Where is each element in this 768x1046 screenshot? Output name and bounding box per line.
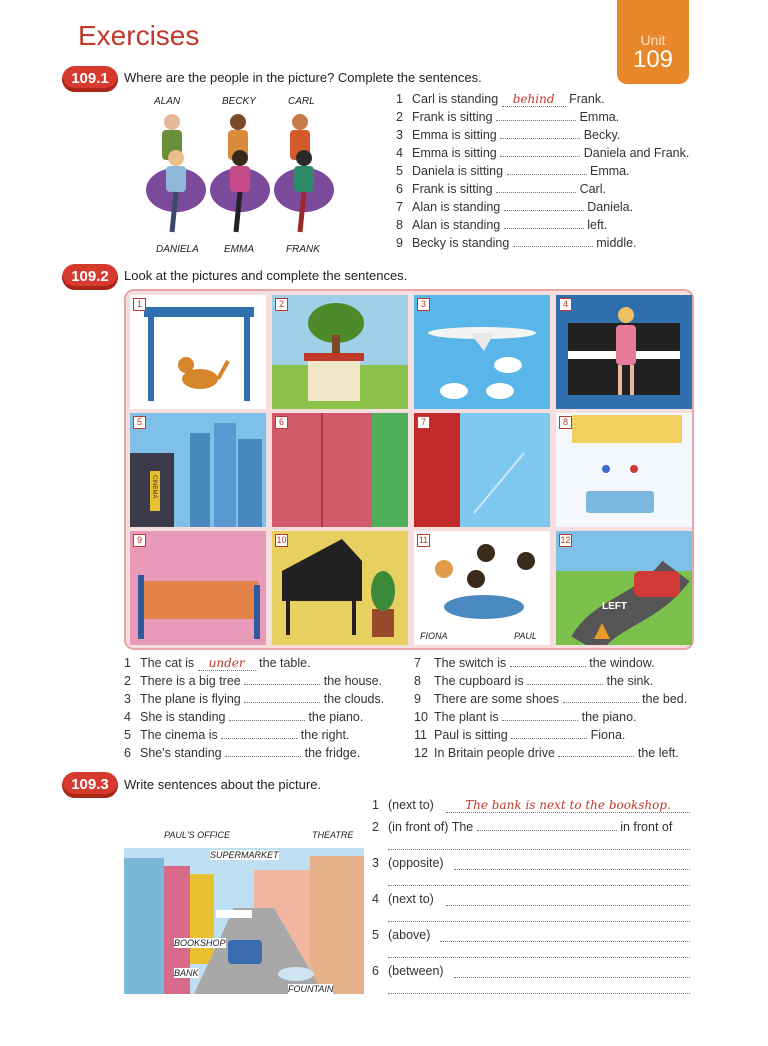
- answer-field[interactable]: [502, 710, 578, 721]
- label-theatre: THEATRE: [312, 830, 354, 840]
- answer-field[interactable]: [500, 146, 580, 157]
- ex1-sentence: 7 Alan is standing Daniela.: [396, 200, 634, 214]
- label-bank: BANK: [174, 968, 199, 978]
- ex3-answer-line-3[interactable]: [454, 868, 690, 870]
- ex2-sentence: 6 She's standing the fridge.: [124, 746, 361, 760]
- unit-tab: [617, 0, 689, 84]
- ex3-answer-line-3b[interactable]: [388, 884, 690, 886]
- label-daniela: DANIELA: [156, 244, 199, 255]
- answer-field[interactable]: [510, 656, 586, 667]
- ex3-answer-line-2[interactable]: [388, 848, 690, 850]
- ex3-item: 6 (between): [372, 964, 444, 978]
- picture-cat-under-table: 1: [130, 295, 266, 409]
- picture-cinema-street: 5 CINEMA: [130, 413, 266, 527]
- ex1-sentence: 5 Daniela is sitting Emma.: [396, 164, 630, 178]
- exercise-badge-109-1: 109.1: [62, 66, 118, 92]
- answer-field[interactable]: [513, 236, 593, 247]
- ex2-sentence: 3 The plane is flying the clouds.: [124, 692, 385, 706]
- answer-field[interactable]: [225, 746, 301, 757]
- label-paul: PAUL: [514, 631, 537, 641]
- answer-field[interactable]: [527, 674, 603, 685]
- label-carl: CARL: [288, 96, 315, 107]
- ex3-item: 2 (in front of) The in front of: [372, 820, 673, 834]
- answer-field[interactable]: [496, 110, 576, 121]
- picture-tree-above-house: 2: [272, 295, 408, 409]
- picture-piano-and-plant: 10: [272, 531, 408, 645]
- picture-road-left: 12 LEFT: [556, 531, 692, 645]
- picture-bed: 9: [130, 531, 266, 645]
- ex2-sentence: 8 The cupboard is the sink.: [414, 674, 654, 688]
- label-fiona: FIONA: [420, 631, 448, 641]
- exercise-badge-109-2: 109.2: [62, 264, 118, 290]
- ex2-sentence: 4 She is standing the piano.: [124, 710, 364, 724]
- ex3-answer-line-4b[interactable]: [388, 920, 690, 922]
- answer-field[interactable]: [563, 692, 639, 703]
- picture-plane-above-clouds: 3: [414, 295, 550, 409]
- label-supermarket: SUPERMARKET: [210, 850, 279, 860]
- answer-field[interactable]: [244, 674, 320, 685]
- ex3-answer-line-6b[interactable]: [388, 992, 690, 994]
- ex3-answer-line-6[interactable]: [454, 976, 690, 978]
- picture-woman-in-front-of-piano: 4: [556, 295, 692, 409]
- unit-number: 109: [632, 46, 674, 73]
- ex2-sentence: 11 Paul is sitting Fiona.: [414, 728, 626, 742]
- ex3-item: 5 (above): [372, 928, 431, 942]
- ex1-sentence: 4 Emma is sitting Daniela and Frank.: [396, 146, 690, 160]
- ex1-sentence: 3 Emma is sitting Becky.: [396, 128, 621, 142]
- answer-field[interactable]: behind: [502, 92, 566, 107]
- street-illustration: [124, 826, 364, 998]
- answer-field[interactable]: [511, 728, 587, 739]
- answer-field[interactable]: [229, 710, 305, 721]
- answer-field[interactable]: [504, 200, 584, 211]
- ex1-sentence: 8 Alan is standing left.: [396, 218, 608, 232]
- label-emma: EMMA: [224, 244, 254, 255]
- ex1-sentence: 2 Frank is sitting Emma.: [396, 110, 620, 124]
- label-alan: ALAN: [154, 96, 181, 107]
- ex3-item: 4 (next to): [372, 892, 434, 906]
- answer-field[interactable]: [504, 218, 584, 229]
- ex1-sentence: 1 Carl is standing behind Frank.: [396, 92, 605, 106]
- label-becky: BECKY: [222, 96, 256, 107]
- cinema-sign: CINEMA: [151, 475, 157, 499]
- ex2-sentence: 5 The cinema is the right.: [124, 728, 350, 742]
- ex3-answer-line-5b[interactable]: [388, 956, 690, 958]
- ex1-sentence: 9 Becky is standing middle.: [396, 236, 637, 250]
- answer-field[interactable]: [558, 746, 634, 757]
- page-title: Exercises: [78, 20, 200, 51]
- ex1-sentence: 6 Frank is sitting Carl.: [396, 182, 606, 196]
- answer-field[interactable]: under: [198, 656, 256, 671]
- picture-grid: [124, 289, 694, 650]
- exercise-badge-109-3: 109.3: [62, 772, 118, 798]
- label-frank: FRANK: [286, 244, 320, 255]
- ex2-sentence: 2 There is a big tree the house.: [124, 674, 383, 688]
- ex3-item: 1 (next to): [372, 798, 434, 812]
- ex2-sentence: 1 The cat is under the table.: [124, 656, 311, 670]
- ex2-sentence: 7 The switch is the window.: [414, 656, 655, 670]
- ex3-item: 3 (opposite): [372, 856, 444, 870]
- exercise-instruction-109-2: Look at the pictures and complete the sentences.: [124, 268, 408, 283]
- ex2-sentence: 12 In Britain people drive the left.: [414, 746, 679, 760]
- picture-switch-window: 7: [414, 413, 550, 527]
- ex3-answer-line-5[interactable]: [440, 940, 690, 942]
- unit-label: Unit: [640, 32, 666, 48]
- answer-field[interactable]: [477, 820, 617, 831]
- answer-field[interactable]: [496, 182, 576, 193]
- answer-field[interactable]: [221, 728, 297, 739]
- road-left-marking: LEFT: [602, 601, 627, 612]
- label-bookshop: BOOKSHOP: [174, 938, 226, 948]
- people-illustration: [140, 92, 380, 258]
- ex3-answer-line-4[interactable]: [446, 904, 690, 906]
- picture-sink: 8: [556, 413, 692, 527]
- ex3-answer-line-1[interactable]: The bank is next to the bookshop.: [446, 798, 690, 813]
- exercise-instruction-109-1: Where are the people in the picture? Complete the sentences.: [124, 70, 482, 85]
- picture-fridge: 6: [272, 413, 408, 527]
- label-pauls-office: PAUL'S OFFICE: [164, 830, 231, 840]
- answer-field[interactable]: [244, 692, 320, 703]
- seated-people-drawing: [140, 108, 380, 238]
- answer-field[interactable]: [507, 164, 587, 175]
- label-fountain: FOUNTAIN: [288, 984, 334, 994]
- ex2-sentence: 10 The plant is the piano.: [414, 710, 637, 724]
- exercise-instruction-109-3: Write sentences about the picture.: [124, 777, 322, 792]
- picture-people-at-table: 11 FIONA PAUL: [414, 531, 550, 645]
- answer-field[interactable]: [500, 128, 580, 139]
- ex2-sentence: 9 There are some shoes the bed.: [414, 692, 688, 706]
